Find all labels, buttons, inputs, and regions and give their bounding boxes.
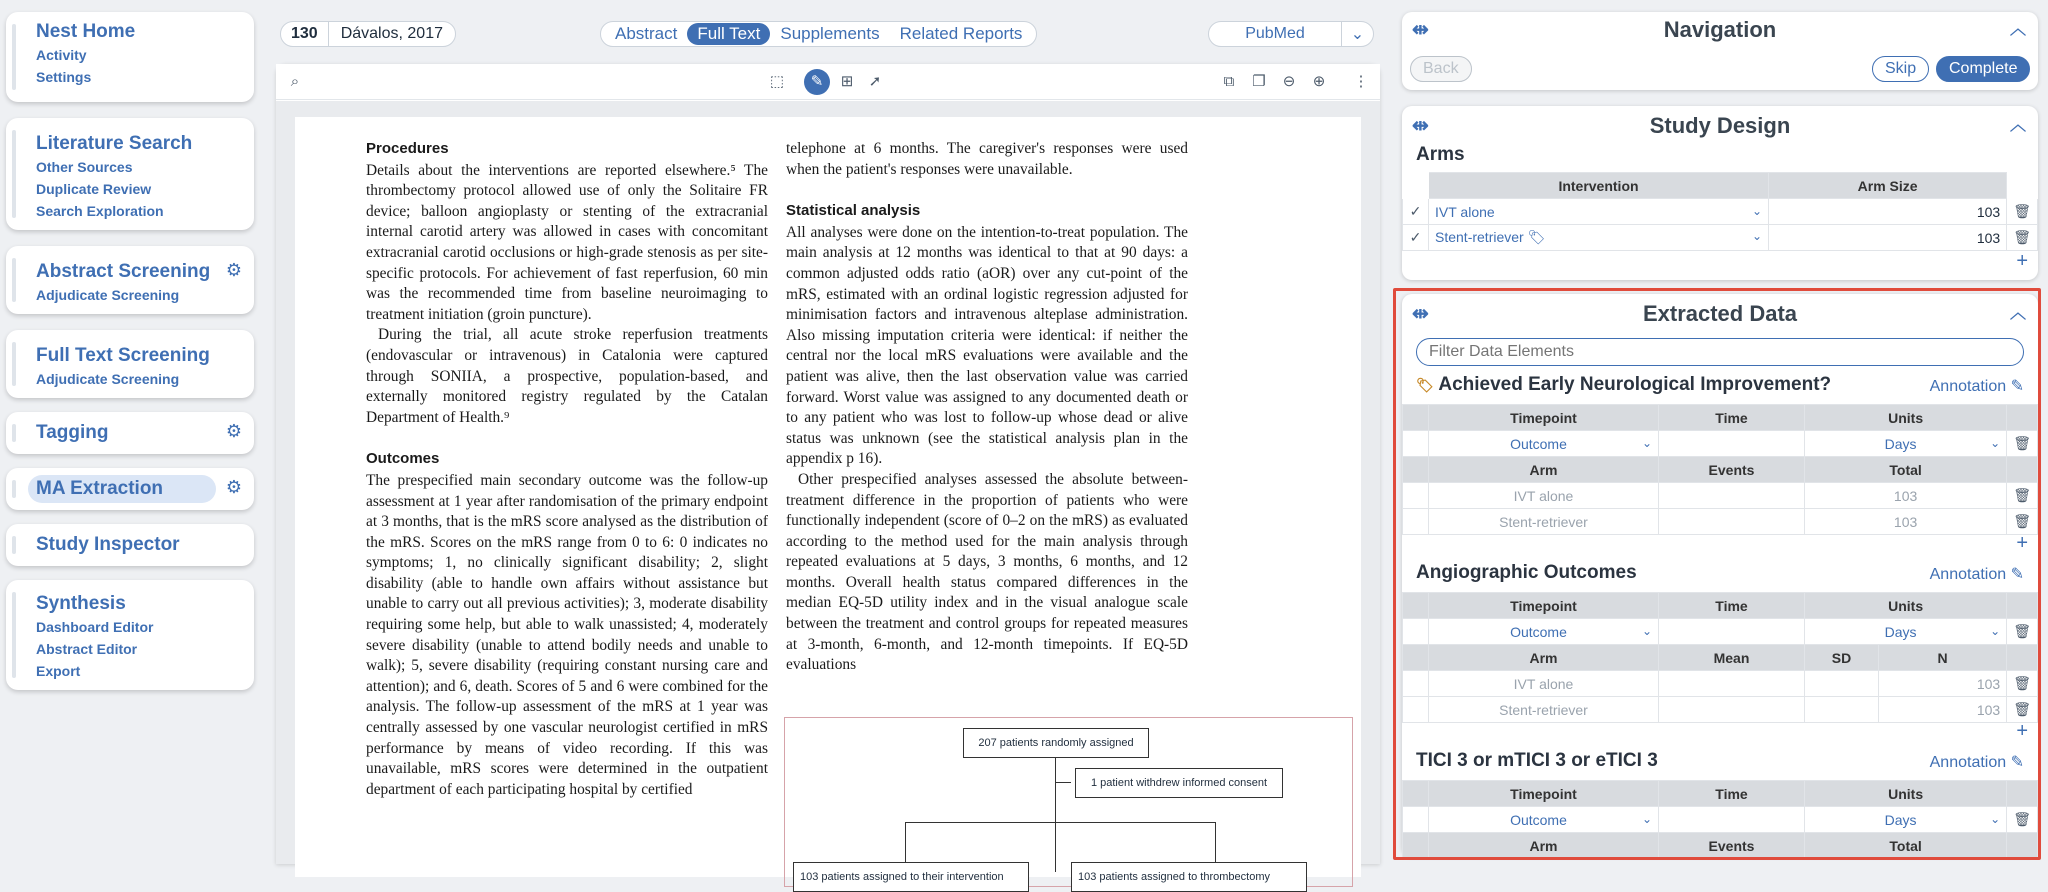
tagging-gear-icon[interactable]: ⚙ [225, 421, 242, 441]
sidebar-synthesis [6, 580, 254, 690]
sidebar-study-inspector [6, 524, 254, 566]
timepoint-select[interactable] [1429, 807, 1659, 833]
chevron-down-icon[interactable]: ⌄ [1990, 811, 2001, 826]
sidebar-item-adjudicate-abstract[interactable]: Adjudicate Screening [36, 287, 180, 303]
add-row-icon[interactable]: + [2016, 720, 2028, 742]
sidebar-ma-extraction [6, 468, 254, 510]
col-timepoint: Timepoint [1429, 593, 1659, 619]
sidebar-full-text-screening-title[interactable]: Full Text Screening [36, 345, 210, 366]
trash-icon[interactable]: 🗑 [2007, 483, 2038, 509]
total-value[interactable]: 103 [1805, 509, 2007, 535]
trash-icon[interactable]: 🗑 [2007, 509, 2038, 535]
annotation-link[interactable] [1930, 564, 2024, 584]
flow-box-withdrew: 1 patient withdrew informed consent [1075, 768, 1283, 798]
mean-input[interactable] [1659, 671, 1805, 697]
arm-size-value[interactable]: 103 [1769, 225, 2007, 251]
study-design-title: Study Design [1649, 113, 1791, 138]
document-tabs [600, 21, 1037, 47]
chevron-up-icon[interactable]: ︿ [2009, 21, 2026, 38]
trash-icon[interactable]: 🗑 [2007, 225, 2038, 251]
table-row [1403, 483, 2038, 509]
sidebar-item-dashboard-editor[interactable]: Dashboard Editor [36, 619, 154, 635]
trash-icon[interactable]: 🗑 [2007, 619, 2038, 645]
question-title [1416, 374, 1831, 396]
annotation-label: Annotation [1929, 754, 2007, 771]
chevron-down-icon[interactable]: ⌄ [1641, 811, 1652, 826]
filter-data-elements-input[interactable] [1416, 338, 2024, 366]
sidebar-nest-home [6, 12, 254, 102]
sidebar-item-settings[interactable]: Settings [36, 69, 92, 85]
col-arm-size: Arm Size [1769, 173, 2007, 199]
search-icon[interactable]: ⌕ [290, 73, 300, 90]
time-input[interactable] [1659, 807, 1805, 833]
arm-name: IVT alone [1429, 483, 1659, 509]
move-icon[interactable]: ⇹ [1412, 303, 1429, 325]
trash-icon[interactable]: 🗑 [2007, 199, 2038, 225]
pencil-icon: ✎ [2010, 754, 2024, 771]
table-row [1403, 199, 2038, 225]
skip-button[interactable]: Skip [1872, 56, 1929, 82]
tab-abstract[interactable]: Abstract [615, 24, 678, 43]
sidebar [0, 0, 262, 864]
timepoint-select[interactable] [1429, 619, 1659, 645]
n-value[interactable]: 103 [1879, 671, 2007, 697]
timepoint-select[interactable] [1429, 431, 1659, 457]
timepoint-value: Outcome [1510, 623, 1567, 640]
table-row [1403, 619, 2038, 645]
sidebar-abstract-screening-title[interactable]: Abstract Screening [36, 261, 211, 282]
tab-full-text[interactable]: Full Text [687, 23, 770, 45]
n-value[interactable]: 103 [1879, 697, 2007, 723]
chevron-down-icon[interactable]: ⌄ [1990, 435, 2001, 450]
col-mean: Mean [1659, 645, 1805, 671]
sidebar-nest-home-title[interactable]: Nest Home [36, 21, 136, 42]
add-arm-icon[interactable]: + [2016, 250, 2028, 272]
tag-icon[interactable]: 🏷 [1527, 229, 1546, 245]
extracted-data-card [1402, 294, 2038, 856]
col-events: Events [1659, 833, 1805, 859]
paragraph: Details about the interventions are reported elsewhere.⁵ The thrombectomy protocol allowed use of only the Solitaire FR device; balloon angioplasty or stenting of the extracranial internal carotid artery was allowed in cases with concomitant extracranial carotid occlusions or high-grade stenosis as per site-specific protocols. For achievement of fast reperfusion, 60 min was the recommended time from baseline neuroimaging to treatment initiation (groin puncture). [366, 161, 768, 323]
col-intervention: Intervention [1429, 173, 1769, 199]
units-select[interactable] [1805, 619, 2007, 645]
timepoint-value: Outcome [1510, 811, 1567, 828]
document-topbar [278, 18, 1378, 50]
paragraph: The prespecified main secondary outcome was the follow-up assessment at 1 year after randomisation of the primary endpoint at 3 months, that is the mRS score analysed as the distribution of the mRS. Scores on the mRS range from 0 to 6: 0 indicates no symptoms; 1, no clinically significant disability; 2, slight disability (able to handle own affairs without assistance but unable to carry out all previous activities); 3, moderate disability requiring some help, but able to walk unassisted; 4, moderately severe disability (unable to attend bodily needs and unable to walk); 5, severe disability (requiring constant nursing care and attention); and 6, death. Scores of 5 and 6 were combined for the analysis. The follow-up assessment of the mRS at 1 year was centrally assessed by one vascular neurologist certified in mRS performance by means of video recording. If this was unavailable, mRS scores were determined in the outpatient department of each participating hospital by certified [366, 471, 768, 798]
abstract-screening-gear-icon[interactable]: ⚙ [225, 260, 242, 280]
col-total: Total [1805, 457, 2007, 483]
complete-button[interactable]: Complete [1936, 56, 2030, 82]
col-units: Units [1805, 593, 2007, 619]
annotation-label: Annotation [1929, 566, 2007, 583]
ma-extraction-gear-icon[interactable]: ⚙ [225, 477, 242, 497]
sidebar-tagging-title[interactable]: Tagging [36, 422, 109, 443]
sidebar-literature-search-title[interactable]: Literature Search [36, 133, 193, 154]
col-sd: SD [1805, 645, 1879, 671]
col-timepoint: Timepoint [1429, 405, 1659, 431]
chevron-up-icon[interactable]: ︿ [2009, 305, 2026, 322]
chevron-down-icon[interactable]: ⌄ [1341, 22, 1373, 46]
col-time: Time [1659, 593, 1805, 619]
col-units: Units [1805, 405, 2007, 431]
units-select[interactable] [1805, 807, 2007, 833]
heading-statistical-analysis: Statistical analysis [786, 202, 921, 220]
chevron-down-icon[interactable]: ⌄ [1641, 623, 1652, 638]
extracted-data-header [1402, 296, 2038, 332]
table-row [1403, 225, 2038, 251]
move-icon[interactable]: ⇹ [1412, 115, 1429, 137]
zoom-out-icon[interactable]: ⊖ [1282, 73, 1296, 90]
trash-icon[interactable]: 🗑 [2007, 807, 2038, 833]
check-icon: ✓ [1403, 225, 1429, 251]
sidebar-item-adjudicate-full-text[interactable]: Adjudicate Screening [36, 371, 180, 387]
question-title-text: Achieved Early Neurological Improvement? [1438, 374, 1832, 395]
trash-icon[interactable]: 🗑 [2007, 671, 2038, 697]
intervention-select[interactable] [1429, 225, 1769, 251]
mean-input[interactable] [1659, 697, 1805, 723]
back-button[interactable]: Back [1410, 56, 1472, 82]
extracted-data-title: Extracted Data [1642, 301, 1798, 326]
chevron-down-icon[interactable]: ⌄ [1751, 203, 1762, 218]
col-time: Time [1659, 405, 1805, 431]
sd-input[interactable] [1805, 671, 1879, 697]
question-title: Angiographic Outcomes [1416, 562, 1637, 583]
document-area [276, 101, 1380, 883]
total-value[interactable]: 103 [1805, 483, 2007, 509]
flow-box-arm-2: 103 patients assigned to thrombectomy [1071, 862, 1307, 892]
heading-procedures: Procedures [366, 140, 449, 157]
paragraph: telephone at 6 months. The caregiver's responses were used when the patient's responses were unavailable. [786, 140, 1188, 178]
timepoint-value: Outcome [1510, 435, 1567, 452]
col-arm: Arm [1429, 833, 1659, 859]
col-units: Units [1805, 781, 2007, 807]
arm-size-value[interactable]: 103 [1769, 199, 2007, 225]
annotation-link[interactable] [1930, 376, 2024, 396]
flow-box-arm-1: 103 patients assigned to their intervention [793, 862, 1029, 892]
tag-icon: 🏷 [1416, 377, 1434, 393]
units-value: Days [1884, 435, 1917, 452]
select-area-icon[interactable]: ⬚ [769, 73, 785, 90]
intervention-select[interactable] [1429, 199, 1769, 225]
table-row [1403, 671, 2038, 697]
check-icon: ✓ [1403, 199, 1429, 225]
sidebar-ma-extraction-title[interactable]: MA Extraction [36, 478, 164, 499]
navigation-title: Navigation [1663, 17, 1777, 42]
sidebar-item-duplicate-review[interactable]: Duplicate Review [36, 181, 152, 197]
consort-flow-diagram [784, 717, 1353, 887]
sidebar-item-activity[interactable]: Activity [36, 47, 87, 63]
navigation-header [1402, 12, 2038, 48]
col-events: Events [1659, 457, 1805, 483]
sidebar-item-export[interactable]: Export [36, 663, 81, 679]
col-n: N [1879, 645, 2007, 671]
study-identifier [280, 21, 456, 47]
right-panel [1396, 0, 2048, 864]
pencil-icon: ✎ [2010, 566, 2024, 583]
navigation-card [1402, 12, 2038, 90]
chevron-down-icon[interactable]: ⌄ [1990, 623, 2001, 638]
chevron-down-icon[interactable]: ⌄ [1751, 229, 1762, 243]
source-select[interactable] [1208, 21, 1374, 47]
paragraph: All analyses were done on the intention-to-treat population. The main analysis at 12 months was identical to that at 90 days: a common adjusted odds ratio (aOR) over any cut-point of the mRS, estimated with an ordinal logistic regression adjusted for minimisation factors and intravenous alteplase administration. Also missing imputation criteria were identical: if neither the central nor the local mRS evaluations were available and the patient was alive, then the last observation value was carried forward. Worst value was assigned to any documented death or to any patient who was lost to follow-up whose dead or alive status was unknown (see the statistical analysis plan in the appendix p 16). [786, 223, 1188, 468]
sidebar-study-inspector-title[interactable]: Study Inspector [36, 534, 180, 555]
pdf-page [295, 117, 1361, 883]
sidebar-synthesis-title[interactable]: Synthesis [36, 593, 126, 614]
sidebar-item-search-exploration[interactable]: Search Exploration [36, 203, 164, 219]
text-column-right [786, 139, 1188, 676]
sidebar-abstract-screening [6, 246, 254, 314]
arm-name: Stent-retriever [1429, 697, 1659, 723]
pencil-icon: ✎ [2010, 378, 2024, 395]
heading-outcomes: Outcomes [366, 450, 440, 468]
events-input[interactable] [1659, 509, 1805, 535]
units-value: Days [1884, 811, 1917, 828]
q1-timepoint-table [1402, 404, 2038, 535]
table-row [1403, 807, 2038, 833]
units-value: Days [1884, 623, 1917, 640]
col-timepoint: Timepoint [1429, 781, 1659, 807]
study-design-header [1402, 108, 2038, 144]
pointer-icon[interactable]: ➚ [868, 73, 882, 90]
pencil-icon[interactable]: ✎ [804, 69, 830, 95]
more-menu-icon[interactable]: ⋮ [1353, 73, 1369, 90]
study-name: Dávalos, 2017 [340, 25, 443, 42]
tab-supplements[interactable]: Supplements [780, 24, 880, 43]
question-title: TICI 3 or mTICI 3 or eTICI 3 [1416, 750, 1658, 771]
intervention-value: IVT alone [1435, 203, 1495, 220]
arms-table [1402, 172, 2038, 251]
time-input[interactable] [1659, 431, 1805, 457]
arm-name: Stent-retriever [1429, 509, 1659, 535]
tab-related-reports[interactable]: Related Reports [899, 24, 1023, 43]
sidebar-literature-search [6, 118, 254, 230]
annotation-label: Annotation [1929, 378, 2007, 395]
sidebar-tagging [6, 412, 254, 454]
col-time: Time [1659, 781, 1805, 807]
move-icon[interactable]: ⇹ [1412, 19, 1429, 41]
study-design-card [1402, 106, 2038, 280]
study-number: 130 [281, 22, 329, 46]
pdf-toolbar [276, 64, 1380, 100]
events-input[interactable] [1659, 483, 1805, 509]
units-select[interactable] [1805, 431, 2007, 457]
pdf-viewer [276, 64, 1380, 883]
q3-timepoint-table [1402, 780, 2038, 859]
flow-box-randomized: 207 patients randomly assigned [963, 728, 1149, 758]
arm-name: IVT alone [1429, 671, 1659, 697]
text-column-left [366, 139, 768, 800]
copy-icon[interactable]: ⧉ [1223, 73, 1235, 90]
paragraph: Other prespecified analyses assessed the absolute between-treatment difference in the proportion of patients who were functionally independent (score of 0–2 on the mRS) as evaluated according to the method used for the main analysis through repeated evaluations at 5 days, 3 months, 6 months, and 12 months. Overall health status compared differences in the median EQ-5D utility index and in the visual analogue scale between the treatment and control groups for repeated measures at 3-month, 6-month, and 12-month timepoints. If EQ-5D evaluations [786, 470, 1188, 674]
paragraph: During the trial, all acute stroke reperfusion treatments (endovascular or intravenous) in Catalonia were captured through SONIIA, a prospective, population-based, and externally monitored registry regulated by the Catalan Department of Health.⁹ [366, 326, 768, 426]
annotation-link[interactable] [1930, 752, 2024, 772]
col-arm: Arm [1429, 645, 1659, 671]
chevron-up-icon[interactable]: ︿ [2009, 117, 2026, 134]
source-label: PubMed [1245, 25, 1305, 42]
zoom-in-icon[interactable]: ⊕ [1312, 73, 1326, 90]
duplicate-icon[interactable]: ❐ [1252, 73, 1266, 90]
sidebar-item-other-sources[interactable]: Other Sources [36, 159, 133, 175]
sidebar-item-abstract-editor[interactable]: Abstract Editor [36, 641, 138, 657]
add-row-icon[interactable]: + [2016, 532, 2028, 554]
sd-input[interactable] [1805, 697, 1879, 723]
trash-icon[interactable]: 🗑 [2007, 697, 2038, 723]
intervention-value: Stent-retriever [1435, 229, 1524, 245]
chevron-down-icon[interactable]: ⌄ [1641, 435, 1652, 450]
q2-timepoint-table [1402, 592, 2038, 723]
box-select-icon[interactable]: ⊞ [840, 73, 854, 90]
col-total: Total [1805, 833, 2007, 859]
trash-icon[interactable]: 🗑 [2007, 431, 2038, 457]
table-row [1403, 431, 2038, 457]
arms-label: Arms [1416, 144, 1465, 165]
table-row [1403, 697, 2038, 723]
col-arm: Arm [1429, 457, 1659, 483]
sidebar-full-text-screening [6, 330, 254, 398]
table-row [1403, 509, 2038, 535]
time-input[interactable] [1659, 619, 1805, 645]
